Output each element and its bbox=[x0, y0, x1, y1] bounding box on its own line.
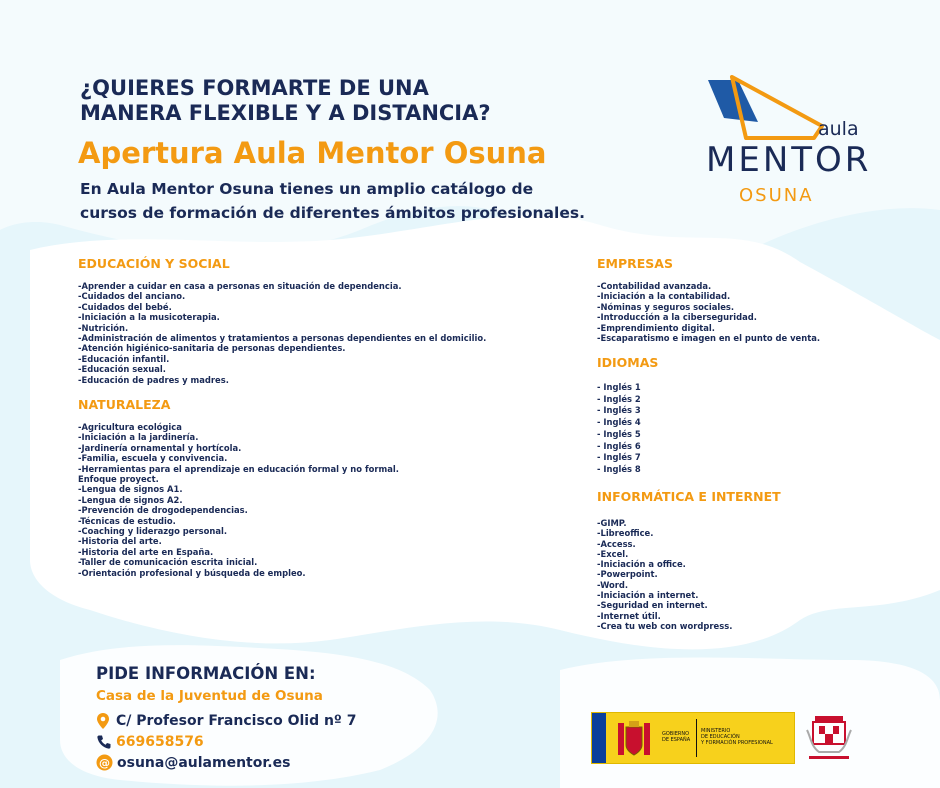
section-title: EDUCACIÓN Y SOCIAL bbox=[78, 256, 230, 271]
course-item: -Emprendimiento digital. bbox=[597, 322, 715, 333]
course-item: -Access. bbox=[597, 538, 636, 549]
course-item: -Word. bbox=[597, 579, 629, 590]
contact-address-row bbox=[96, 710, 416, 731]
course-item: -Introducción a la ciberseguridad. bbox=[597, 312, 757, 323]
gobierno-espana-logo bbox=[591, 712, 795, 764]
course-item: -Coaching y liderazgo personal. bbox=[78, 526, 228, 537]
logo-osuna-text: OSUNA bbox=[739, 185, 814, 206]
logo-aula-text: aula bbox=[818, 118, 859, 140]
course-list bbox=[597, 281, 820, 343]
course-item: - Inglés 2 bbox=[597, 393, 641, 404]
contact-place: Casa de la Juventud de Osuna bbox=[96, 688, 323, 704]
course-item: -Iniciación a la musicoterapia. bbox=[78, 312, 220, 323]
phone-icon bbox=[96, 734, 112, 750]
gobierno-espana-text bbox=[662, 731, 698, 743]
section-title: NATURALEZA bbox=[78, 397, 171, 412]
course-item: -Educación de padres y madres. bbox=[78, 374, 229, 385]
contact-address: C/ Profesor Francisco Olid nº 7 bbox=[116, 712, 357, 729]
course-item: -Iniciación a office. bbox=[597, 559, 686, 570]
section-educacion-social bbox=[78, 256, 486, 385]
headline-line-2: MANERA FLEXIBLE Y A DISTANCIA? bbox=[80, 101, 491, 125]
course-item: -Powerpoint. bbox=[597, 569, 658, 580]
course-item: -Contabilidad avanzada. bbox=[597, 281, 712, 291]
course-item: -Historia del arte. bbox=[78, 536, 162, 547]
section-empresas bbox=[597, 256, 820, 343]
course-item: -Agricultura ecológica bbox=[78, 422, 182, 432]
course-list bbox=[78, 422, 399, 578]
course-item: - Inglés 3 bbox=[597, 405, 641, 416]
course-item: -Internet útil. bbox=[597, 610, 661, 621]
svg-text:@: @ bbox=[99, 756, 110, 770]
course-item: -Excel. bbox=[597, 548, 629, 559]
course-item: -Iniciación a internet. bbox=[597, 590, 699, 601]
section-title: IDIOMAS bbox=[597, 355, 659, 370]
course-item: - Inglés 8 bbox=[597, 463, 641, 474]
section-title: EMPRESAS bbox=[597, 256, 673, 271]
course-item: -Prevención de drogodependencias. bbox=[78, 505, 248, 516]
course-list bbox=[78, 281, 486, 385]
contact-email-row bbox=[96, 752, 416, 773]
coat-of-arms-icon bbox=[614, 719, 654, 759]
course-item: -Jardinería ornamental y hortícola. bbox=[78, 442, 242, 453]
ministry-line-1: MINISTERIO bbox=[701, 728, 731, 734]
ministry-line-3: Y FORMACIÓN PROFESIONAL bbox=[701, 740, 773, 747]
eu-flag-icon bbox=[592, 713, 606, 763]
ministerio-text bbox=[701, 728, 796, 747]
course-item: -Libreoffice. bbox=[597, 528, 654, 539]
course-item: -Iniciación a la jardinería. bbox=[78, 432, 199, 443]
course-item: - Inglés 6 bbox=[597, 440, 641, 451]
section-idiomas bbox=[597, 355, 658, 476]
course-item: -Técnicas de estudio. bbox=[78, 515, 176, 526]
location-pin-icon bbox=[96, 712, 110, 730]
headline bbox=[80, 76, 600, 126]
course-item: -GIMP. bbox=[597, 518, 627, 528]
course-item: -Seguridad en internet. bbox=[597, 600, 708, 611]
course-item: -Educación infantil. bbox=[78, 353, 170, 364]
course-item: -Escaparatismo e imagen en el punto de venta. bbox=[597, 333, 821, 344]
gov-line-2: DE ESPAÑA bbox=[662, 737, 691, 743]
section-title: INFORMÁTICA E INTERNET bbox=[597, 489, 781, 504]
logo-mentor-text: MENTOR bbox=[706, 140, 872, 180]
gov-line-1: GOBIERNO bbox=[662, 731, 690, 737]
course-item: -Crea tu web con wordpress. bbox=[597, 620, 733, 631]
contact-heading: PIDE INFORMACIÓN EN: bbox=[96, 664, 316, 683]
course-item: -Taller de comunicación escrita inicial. bbox=[78, 557, 258, 568]
contact-block bbox=[96, 664, 416, 773]
course-item: -Educación sexual. bbox=[78, 364, 166, 375]
course-item: -Nóminas y seguros sociales. bbox=[597, 301, 735, 312]
course-item: - Inglés 7 bbox=[597, 452, 641, 463]
course-item: -Orientación profesional y búsqueda de empleo. bbox=[78, 567, 306, 578]
contact-phone[interactable]: 669658576 bbox=[116, 733, 204, 750]
course-item: - Inglés 4 bbox=[597, 417, 641, 428]
course-item: -Cuidados del bebé. bbox=[78, 301, 172, 312]
logo-divider bbox=[696, 719, 697, 757]
course-item: - Inglés 1 bbox=[597, 382, 641, 392]
course-item: -Atención higiénico-sanitaria de personas dependientes. bbox=[78, 343, 346, 354]
page-title: Apertura Aula Mentor Osuna bbox=[78, 136, 547, 170]
ministry-line-2: DE EDUCACIÓN bbox=[701, 734, 740, 741]
course-item: -Historia del arte en España. bbox=[78, 546, 214, 557]
course-item: -Administración de alimentos y tratamientos a personas dependientes en el domicilio. bbox=[78, 333, 487, 344]
course-item: -Familia, escuela y convivencia. bbox=[78, 453, 228, 464]
ayuntamiento-osuna-logo-icon bbox=[805, 712, 853, 764]
course-list bbox=[597, 518, 781, 631]
contact-email[interactable]: osuna@aulamentor.es bbox=[117, 754, 291, 771]
course-item: Enfoque proyect. bbox=[78, 474, 159, 485]
intro-line-2: cursos de formación de diferentes ámbitos profesionales. bbox=[80, 204, 585, 222]
course-item: -Herramientas para el aprendizaje en educación formal y no formal. bbox=[78, 463, 399, 474]
course-item: -Iniciación a la contabilidad. bbox=[597, 291, 731, 302]
section-informatica-internet bbox=[597, 489, 781, 631]
at-sign-icon bbox=[96, 754, 113, 771]
course-item: -Cuidados del anciano. bbox=[78, 291, 186, 302]
section-naturaleza bbox=[78, 397, 399, 578]
course-item: -Lengua de signos A2. bbox=[78, 494, 183, 505]
headline-line-1: ¿QUIERES FORMARTE DE UNA bbox=[80, 76, 429, 100]
intro-line-1: En Aula Mentor Osuna tienes un amplio catálogo de bbox=[80, 180, 534, 198]
course-item: -Nutrición. bbox=[78, 322, 129, 333]
course-item: -Lengua de signos A1. bbox=[78, 484, 183, 495]
course-item: -Aprender a cuidar en casa a personas en situación de dependencia. bbox=[78, 281, 402, 291]
course-item: - Inglés 5 bbox=[597, 428, 641, 439]
contact-phone-row bbox=[96, 731, 416, 752]
course-list bbox=[597, 382, 658, 476]
intro-text bbox=[80, 177, 600, 225]
